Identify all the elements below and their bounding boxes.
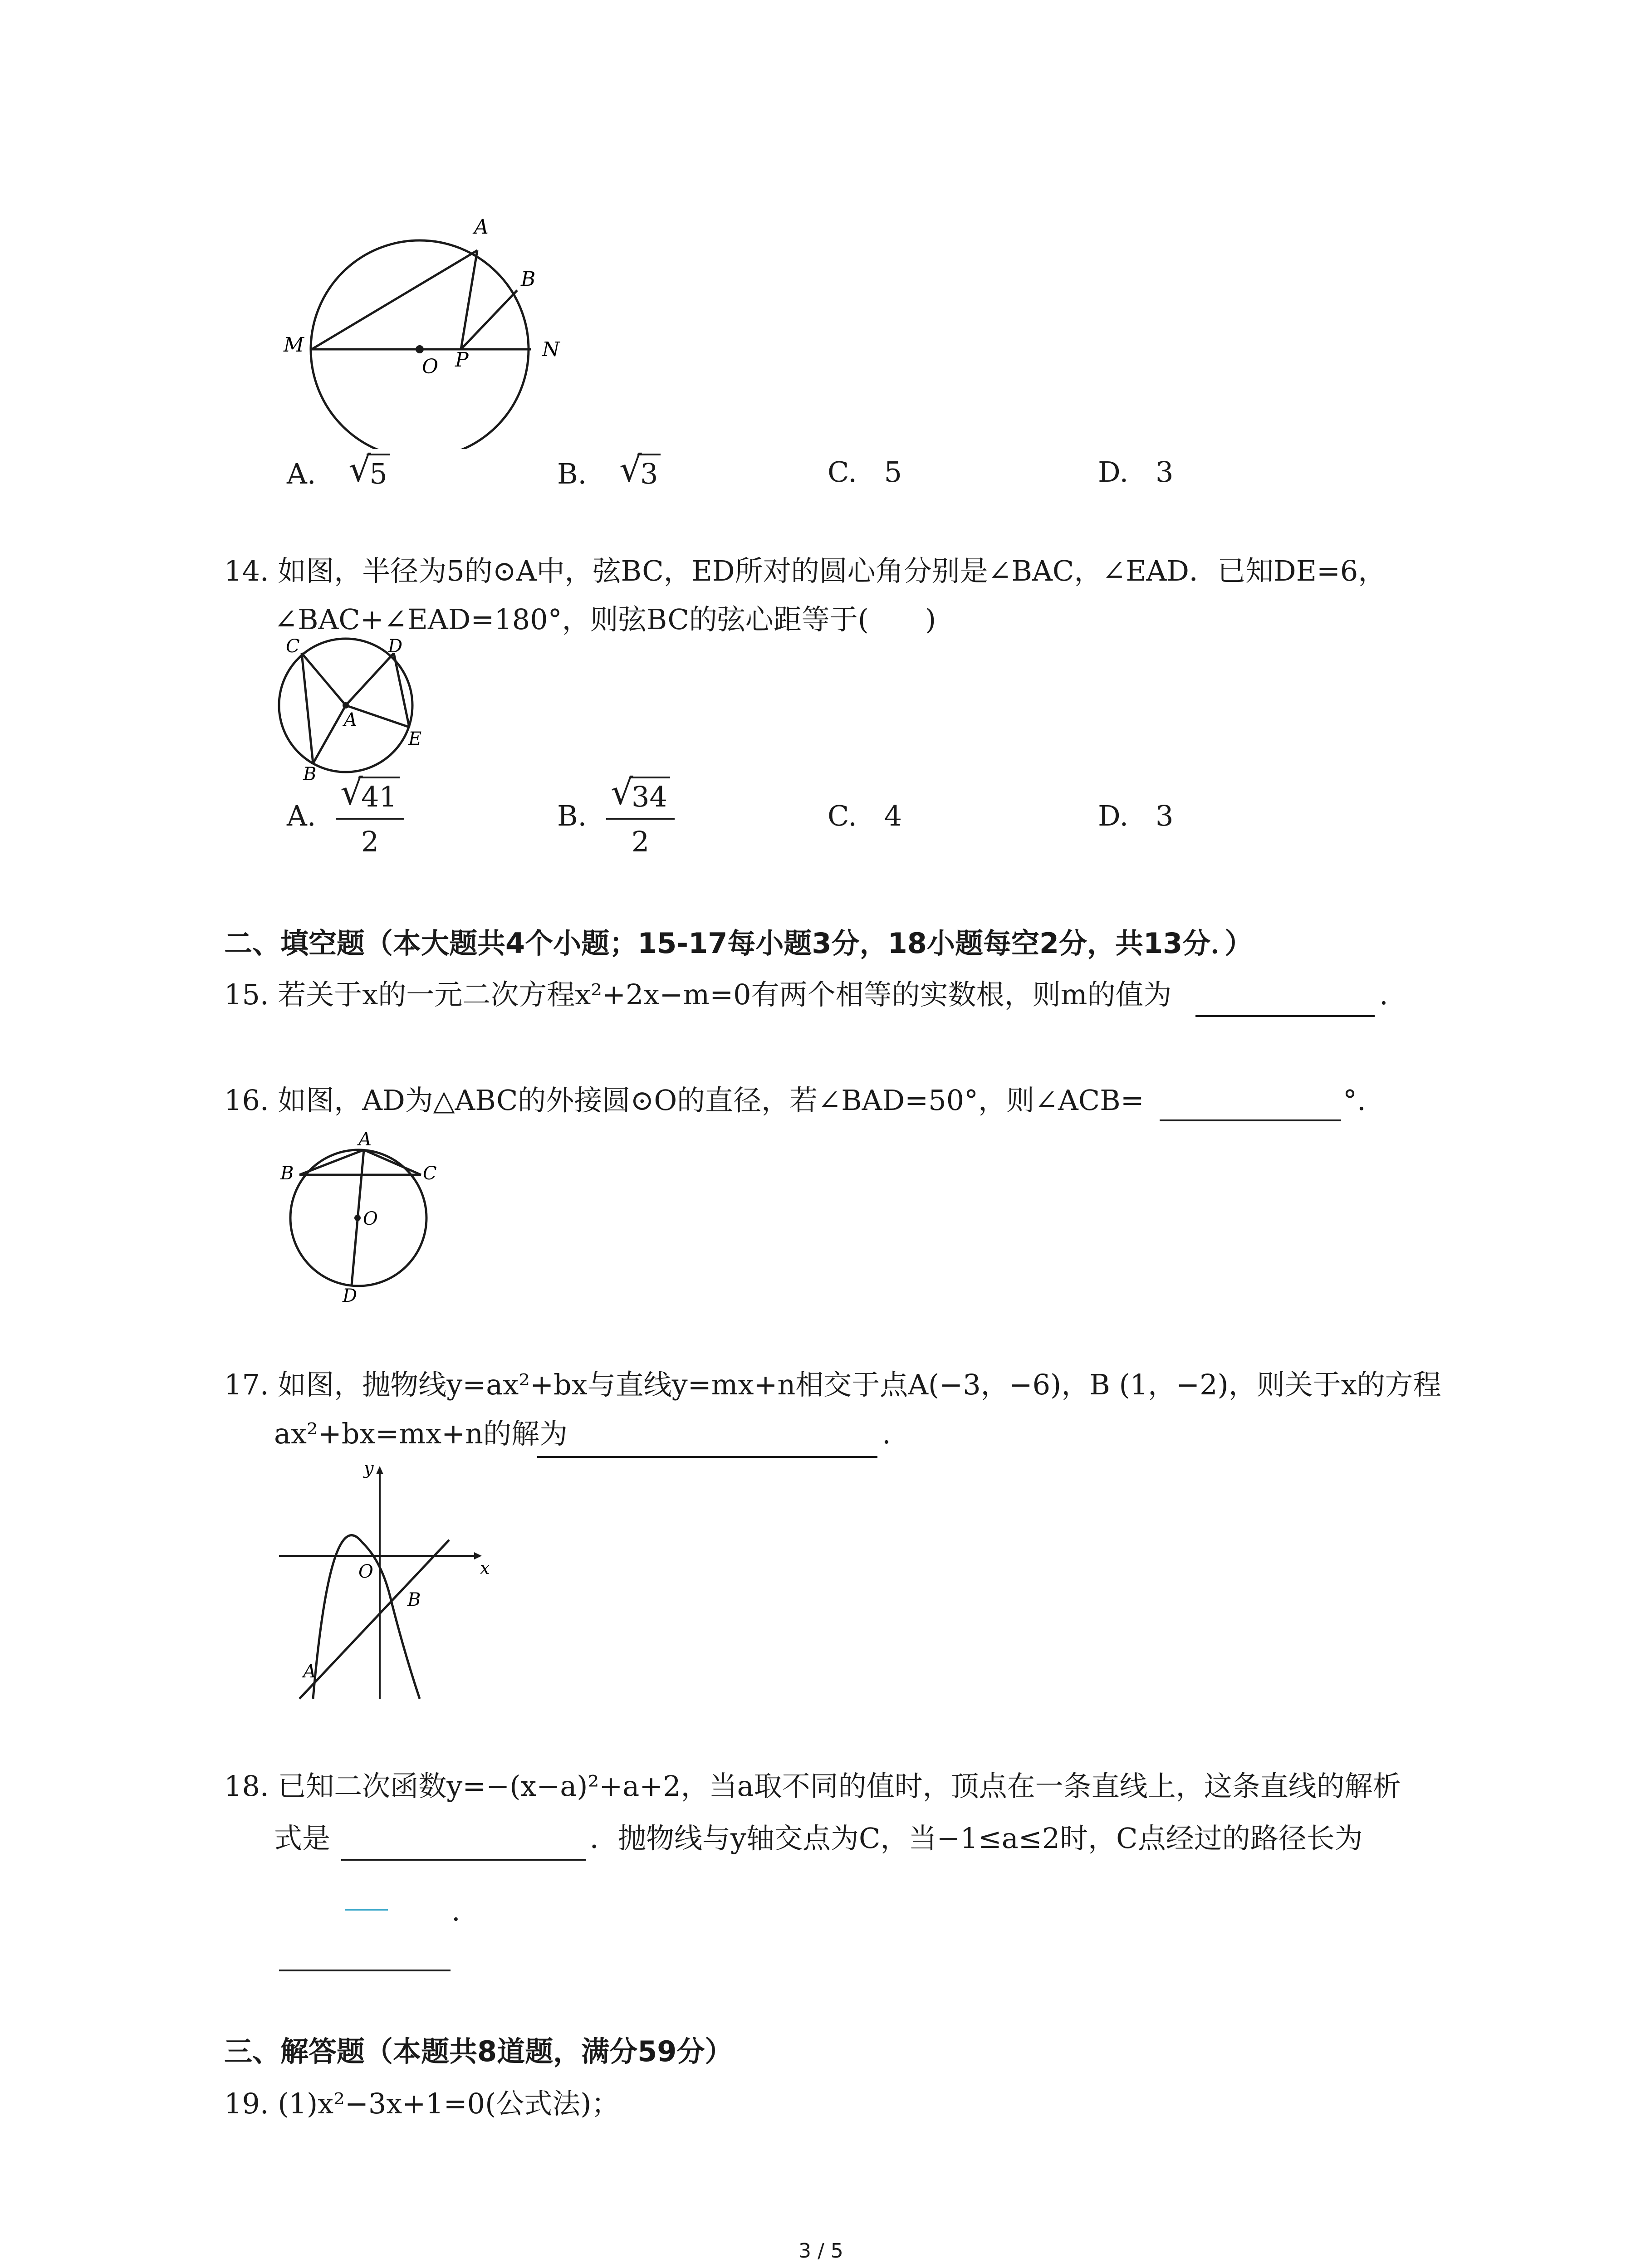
- q14-option-a-sqrt: √ 41: [340, 777, 400, 813]
- q16-label-O: O: [363, 1208, 378, 1229]
- q17-stem-line2: ax²+bx=mx+n的解为: [274, 1417, 568, 1450]
- q13-option-c: [828, 455, 902, 489]
- q14-option-c-letter: C.: [828, 799, 857, 832]
- q17-answer-blank[interactable]: [537, 1456, 877, 1458]
- q14-option-d-letter: D.: [1098, 799, 1129, 832]
- q17-label-A: A: [303, 1661, 316, 1682]
- q17-stem-line1: 17. 如图，抛物线y=ax²+bx与直线y=mx+n相交于点A(−3，−6)，B (1，−2)，则关于x的方程: [224, 1368, 1441, 1401]
- q14-option-d-value: 3: [1155, 799, 1174, 832]
- q16-label-A: A: [358, 1129, 372, 1150]
- q13-option-d-letter: D.: [1098, 455, 1129, 489]
- q14-option-a-letter: A.: [287, 799, 316, 832]
- q14-label-B: B: [303, 764, 317, 785]
- q18-answer-accent-mark: [345, 1909, 388, 1911]
- q14-circle-figure: [272, 635, 445, 789]
- q16-stem: 16. 如图，AD为△ABC的外接圆⊙O的直径，若∠BAD=50°，则∠ACB=: [224, 1084, 1144, 1117]
- q13-label-M: M: [284, 333, 304, 357]
- section2-title: 二、填空题（本大题共4个小题；15-17每小题3分，18小题每空2分，共13分．）: [224, 927, 1253, 960]
- q18-stem-line2b: ．抛物线与y轴交点为C，当−1≤a≤2时，C点经过的路径长为: [590, 1822, 1363, 1855]
- q14-label-D: D: [388, 636, 403, 657]
- q14-stem-line1: 14. 如图，半径为5的⊙A中，弦BC，ED所对的圆心角分别是∠BAC，∠EAD．已知DE=6，: [224, 554, 1386, 587]
- page-number: 3 / 5: [798, 2239, 843, 2263]
- q18-end: .: [451, 1894, 460, 1927]
- q13-option-b: [557, 449, 661, 490]
- q13-option-c-letter: C.: [828, 455, 857, 489]
- q13-option-a-radicand: 5: [367, 454, 390, 490]
- q17-label-y: y: [364, 1458, 374, 1478]
- q13-label-O: O: [422, 355, 439, 378]
- q13-option-c-value: 5: [884, 455, 902, 489]
- section3-title: 三、解答题（本题共8道题，满分59分）: [224, 2035, 733, 2068]
- q14-option-b-sqrt: √ 34: [611, 777, 670, 813]
- q13-option-b-sqrt: √ 3: [619, 454, 661, 490]
- q17-label-B: B: [407, 1589, 421, 1610]
- q18-stem-line1: 18. 已知二次函数y=−(x−a)²+a+2，当a取不同的值时，顶点在一条直线上，这条直线的解析: [224, 1769, 1401, 1803]
- q16-label-C: C: [423, 1163, 437, 1184]
- q14-stem-line2: ∠BAC+∠EAD=180°，则弦BC的弦心距等于( ): [274, 603, 936, 636]
- q14-option-c-value: 4: [884, 799, 902, 832]
- q13-option-b-letter: B.: [557, 457, 587, 490]
- q14-option-b-fraction: [606, 772, 675, 858]
- q15-stem: 15. 若关于x的一元二次方程x²+2x−m=0有两个相等的实数根，则m的值为: [224, 978, 1172, 1011]
- q17-end: .: [882, 1417, 891, 1450]
- q16-circle-figure: [272, 1116, 445, 1306]
- q19-stem: 19. (1)x²−3x+1=0(公式法)；: [224, 2087, 620, 2120]
- q14-option-d: [1098, 799, 1173, 832]
- q13-label-B: B: [521, 268, 536, 291]
- q14-option-a-fraction: [336, 772, 404, 858]
- q16-answer-blank[interactable]: [1160, 1119, 1341, 1121]
- q16-label-B: B: [280, 1163, 294, 1184]
- q17-graph-figure: [272, 1452, 499, 1706]
- q14-option-b-radicand: 34: [629, 777, 670, 813]
- q13-label-N: N: [542, 338, 560, 361]
- q13-label-A: A: [474, 215, 489, 239]
- q13-option-b-radicand: 3: [637, 454, 661, 490]
- q13-label-P: P: [455, 348, 469, 371]
- q13-option-a-sqrt: √ 5: [348, 454, 390, 490]
- q13-option-d-value: 3: [1155, 455, 1174, 489]
- q15-end: .: [1379, 978, 1388, 1011]
- q13-option-d: [1098, 455, 1173, 489]
- q17-label-x: x: [480, 1558, 490, 1578]
- q14-label-A: A: [344, 709, 357, 730]
- q13-option-a-letter: A.: [287, 457, 316, 490]
- q13-circle-figure: [272, 213, 590, 449]
- q14-option-a-denominator: 2: [361, 825, 379, 858]
- q16-end: °.: [1343, 1084, 1366, 1117]
- q14-label-C: C: [286, 636, 300, 657]
- q13-option-a: [287, 449, 390, 490]
- q18-stem-line2a: 式是: [274, 1822, 331, 1855]
- q14-label-E: E: [408, 728, 422, 749]
- q14-option-b-denominator: 2: [631, 825, 650, 858]
- q16-label-D: D: [343, 1286, 358, 1306]
- q18-answer-blank-1[interactable]: [341, 1859, 586, 1861]
- q15-answer-blank[interactable]: [1195, 1015, 1375, 1017]
- q17-label-O: O: [358, 1561, 373, 1582]
- q14-option-a-radicand: 41: [358, 777, 400, 813]
- q14-option-c: [828, 799, 902, 832]
- q18-answer-blank-2[interactable]: [279, 1970, 451, 1971]
- q14-option-b-letter: B.: [557, 799, 587, 832]
